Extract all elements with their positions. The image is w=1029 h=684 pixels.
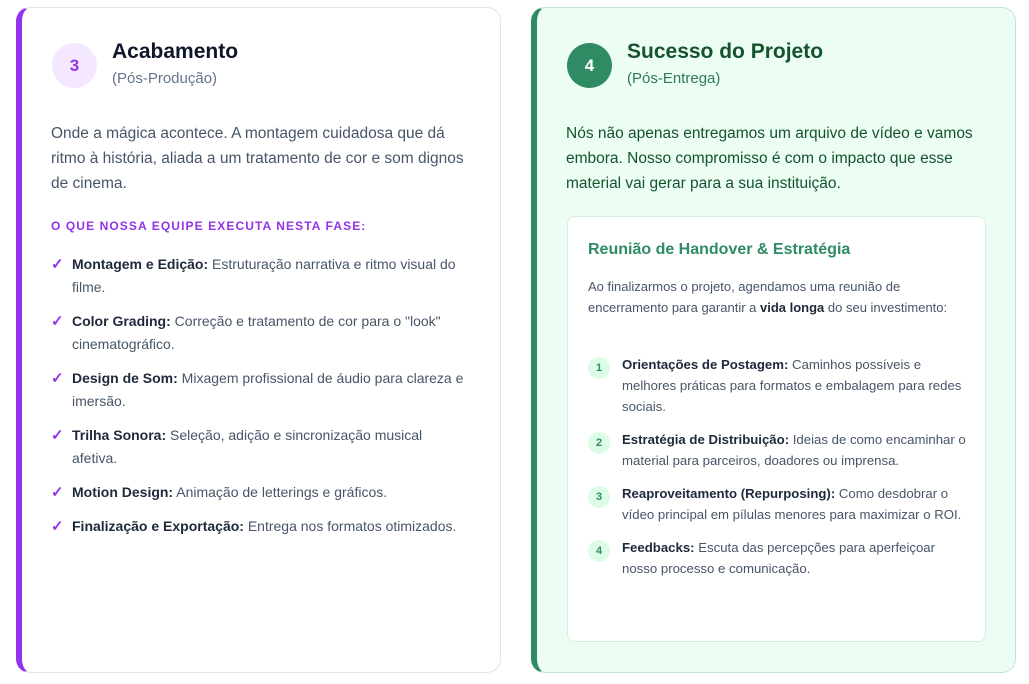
check-icon: ✓ xyxy=(51,518,64,535)
phase-title: Acabamento xyxy=(112,40,239,63)
list-item: 2 Estratégia de Distribuição: Ideias de como encaminhar o material para parceiros, doadores ou imprensa. xyxy=(588,429,968,471)
phase-3-header xyxy=(52,40,238,88)
step-number-badge: 4 xyxy=(588,540,610,562)
phase-4-header xyxy=(567,40,823,88)
phase-number-badge: 4 xyxy=(567,43,612,88)
step-number-badge: 1 xyxy=(588,357,610,379)
list-item: ✓ Motion Design: Animação de letterings e gráficos. xyxy=(51,481,471,504)
phase-intro: Onde a mágica acontece. A montagem cuidadosa que dá ritmo à história, aliada a um tratamento de cor e som dignos de cinema. xyxy=(51,125,464,192)
phase-3-card xyxy=(16,7,501,673)
handover-description: Ao finalizarmos o projeto, agendamos uma reunião de encerramento para garantir a vida longa do seu investimento: xyxy=(588,279,948,315)
phase-subtitle: (Pós-Entrega) xyxy=(627,70,721,87)
check-icon: ✓ xyxy=(51,256,64,273)
check-icon: ✓ xyxy=(51,370,64,387)
check-icon: ✓ xyxy=(51,313,64,330)
handover-list xyxy=(588,354,968,591)
section-label: O QUE NOSSA EQUIPE EXECUTA NESTA FASE: xyxy=(51,219,367,233)
list-item: ✓ Trilha Sonora: Seleção, adição e sincronização musical afetiva. xyxy=(51,424,471,470)
handover-box xyxy=(567,216,986,642)
step-number-badge: 2 xyxy=(588,432,610,454)
phase-title: Sucesso do Projeto xyxy=(627,40,824,63)
list-item: 1 Orientações de Postagem: Caminhos possíveis e melhores práticas para formatos e embalagem para redes sociais. xyxy=(588,354,968,417)
list-item: ✓ Color Grading: Correção e tratamento de cor para o "look" cinematográfico. xyxy=(51,310,471,356)
phase-intro: Nós não apenas entregamos um arquivo de vídeo e vamos embora. Nosso compromisso é com o impacto que esse material vai gerar para a sua instituição. xyxy=(566,125,973,192)
check-icon: ✓ xyxy=(51,427,64,444)
list-item: ✓ Montagem e Edição: Estruturação narrativa e ritmo visual do filme. xyxy=(51,253,471,299)
phase-number-badge: 3 xyxy=(52,43,97,88)
step-number-badge: 3 xyxy=(588,486,610,508)
list-item: 4 Feedbacks: Escuta das percepções para aperfeiçoar nosso processo e comunicação. xyxy=(588,537,968,579)
task-checklist xyxy=(51,253,471,549)
phase-4-card xyxy=(531,7,1016,673)
list-item: ✓ Finalização e Exportação: Entrega nos formatos otimizados. xyxy=(51,515,471,538)
check-icon: ✓ xyxy=(51,484,64,501)
list-item: ✓ Design de Som: Mixagem profissional de áudio para clareza e imersão. xyxy=(51,367,471,413)
handover-title: Reunião de Handover & Estratégia xyxy=(588,241,851,258)
list-item: 3 Reaproveitamento (Repurposing): Como desdobrar o vídeo principal em pílulas menores para maximizar o ROI. xyxy=(588,483,968,525)
phase-subtitle: (Pós-Produção) xyxy=(112,70,218,87)
